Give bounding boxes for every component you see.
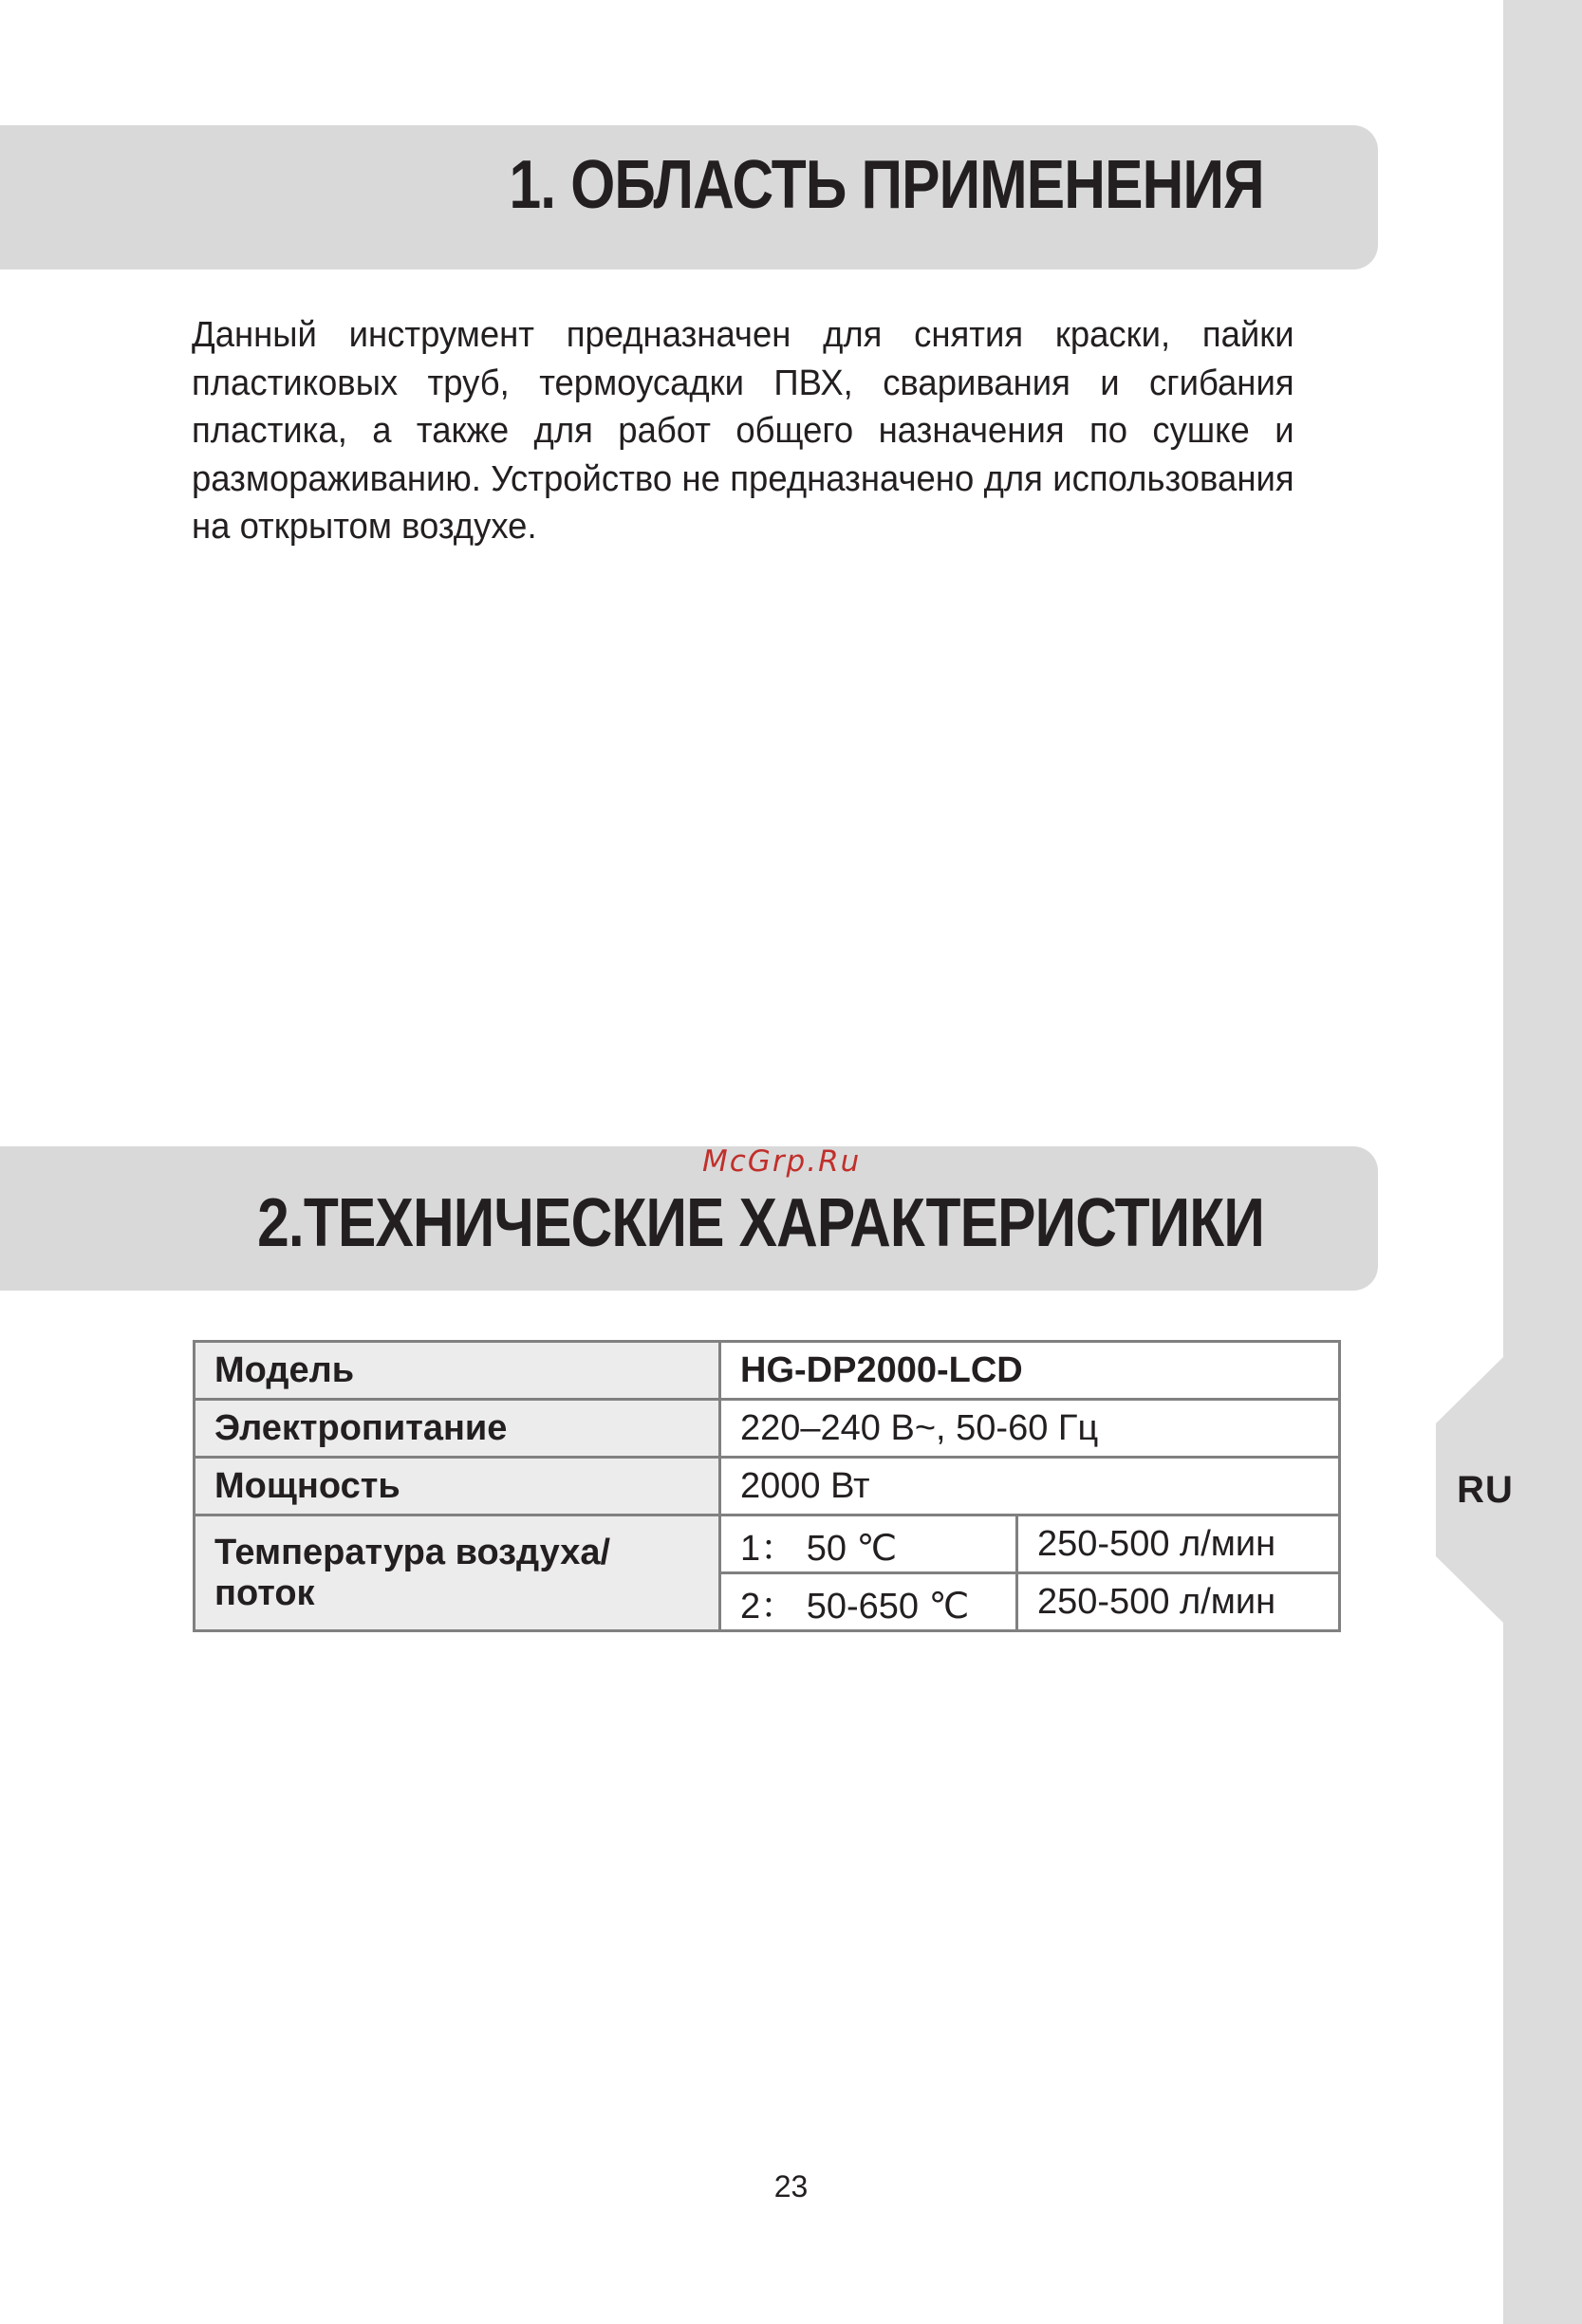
model-value: HG-DP2000-LCD — [720, 1342, 1340, 1400]
table-row — [195, 1515, 1340, 1573]
table-row — [195, 1400, 1340, 1458]
model-label: Модель — [195, 1342, 720, 1400]
power-supply-value: 220–240 В~, 50-60 Гц — [720, 1400, 1340, 1458]
intro-paragraph: Данный инструмент предназначен для снятия краски, пайки пластиковых труб, термоусадки ПВХ, сваривания и сгибания пластика, а также для работ общего назначения по сушке и размораживанию. Устройство не предназначено для использования на открытом воздухе. — [192, 315, 1294, 547]
power-supply-label: Электропитание — [195, 1400, 720, 1458]
mode-2-flow: 250-500 л/мин — [1017, 1573, 1340, 1631]
temperature-label: Температура воздуха/поток — [195, 1515, 720, 1631]
power-value: 2000 Вт — [720, 1458, 1340, 1515]
mode-1-temperature: 1： 50 ℃ — [720, 1515, 1017, 1573]
spec-table — [193, 1340, 1341, 1632]
table-row — [195, 1458, 1340, 1515]
table-row — [195, 1342, 1340, 1400]
power-label: Мощность — [195, 1458, 720, 1515]
page-number: 23 — [773, 2169, 809, 2203]
section-title-2: 2.ТЕХНИЧЕСКИЕ ХАРАКТЕРИСТИКИ — [257, 1185, 1264, 1261]
mode-1-flow: 250-500 л/мин — [1017, 1515, 1340, 1573]
section-title-1: 1. ОБЛАСТЬ ПРИМЕНЕНИЯ — [509, 147, 1264, 223]
watermark: McGrp.Ru — [702, 1144, 862, 1179]
mode-2-temperature: 2： 50-650 ℃ — [720, 1573, 1017, 1631]
side-strip — [1503, 0, 1582, 2324]
section-header-2 — [0, 1146, 1378, 1291]
language-label: RU — [1457, 1469, 1514, 1511]
section-header-1 — [0, 125, 1378, 270]
